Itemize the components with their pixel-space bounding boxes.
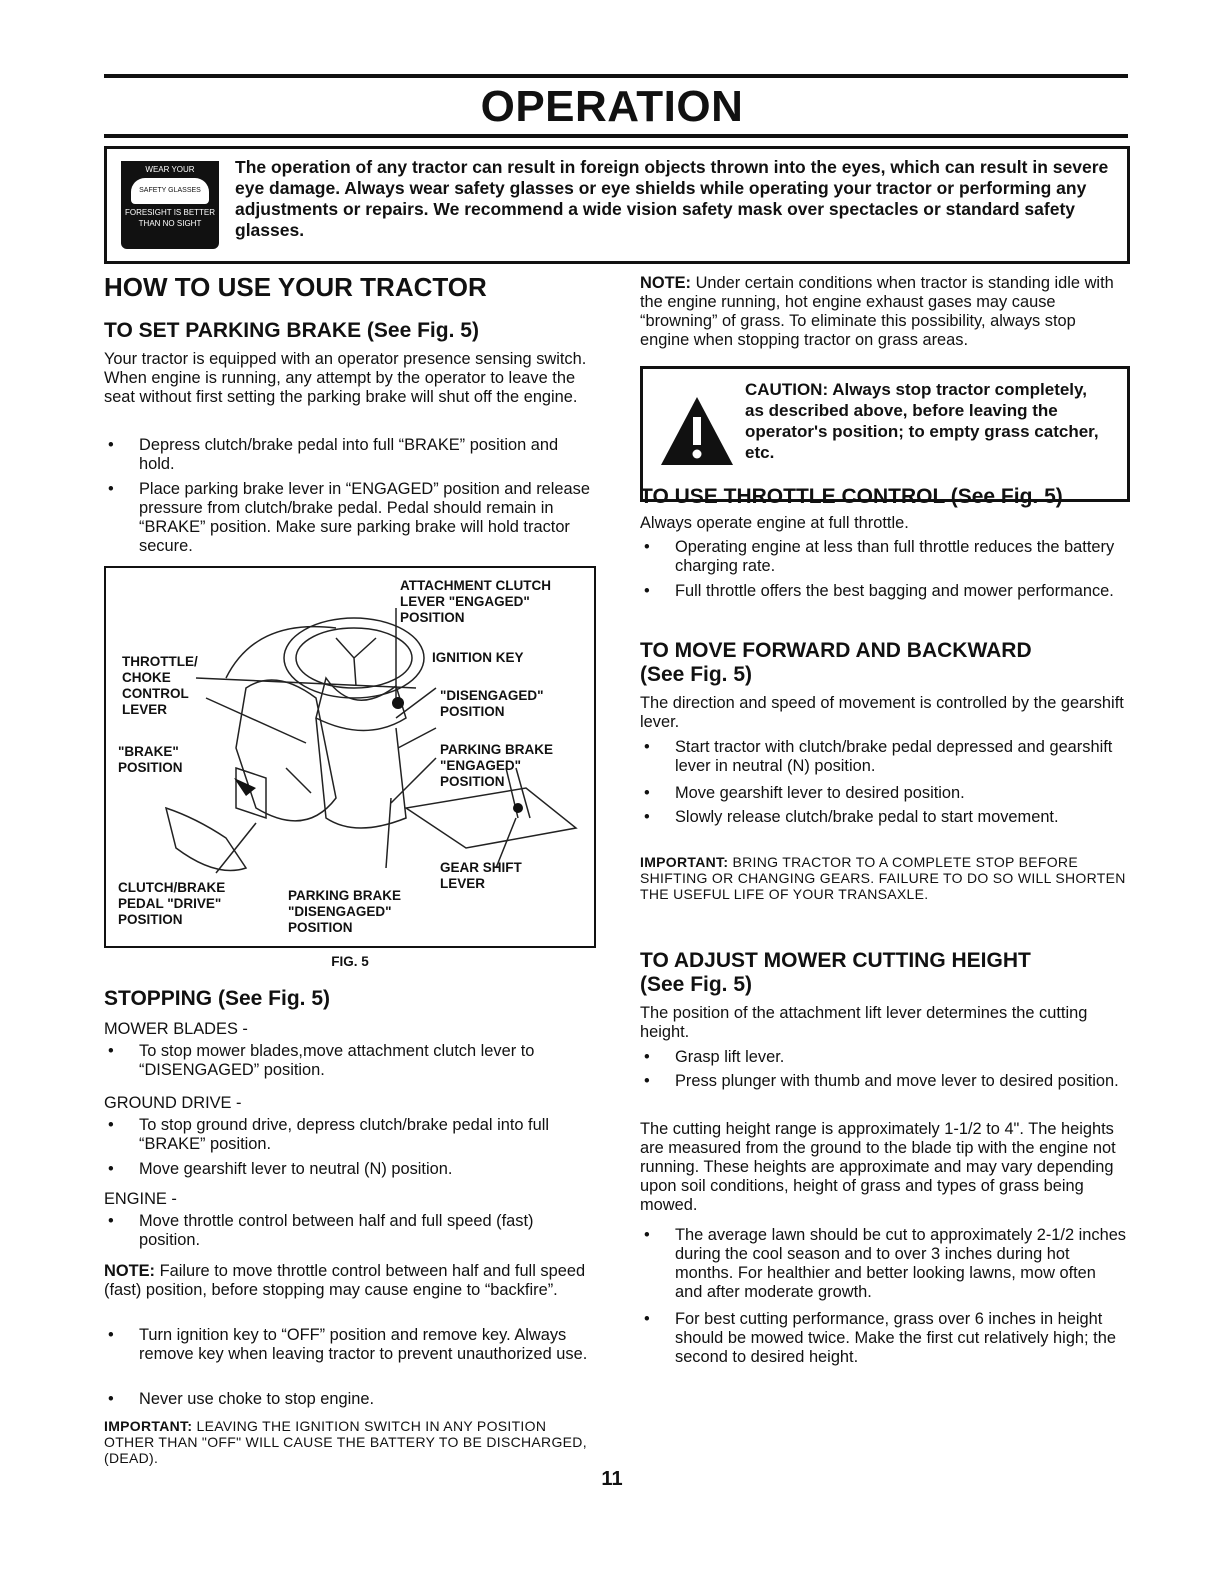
label-parking-engaged: PARKING BRAKE "ENGAGED" POSITION: [440, 742, 554, 789]
label-disengaged: "DISENGAGED" POSITION: [440, 688, 544, 719]
label-attachment-clutch: ATTACHMENT CLUTCH LEVER "ENGAGED" POSITION: [400, 578, 551, 625]
move-bullet: • Start tractor with clutch/brake pedal depressed and gearshift lever in neutral (N) position.: [640, 738, 1126, 776]
icon-bottom-text-2: THAN NO SIGHT: [138, 219, 202, 228]
move-heading-2: (See Fig. 5): [640, 663, 753, 686]
stopping-bullet: • Never use choke to stop engine.: [104, 1390, 590, 1409]
note-text: Failure to move throttle control between half and full speed (fast) position, before stopping may cause engine to “backfire”.: [104, 1262, 586, 1299]
stopping-heading: STOPPING (See Fig. 5): [104, 987, 330, 1010]
adjust-bullet: • Grasp lift lever.: [640, 1048, 1126, 1067]
warning-triangle-icon: [657, 391, 737, 471]
adjust-bullet: • Press plunger with thumb and move lever to desired position.: [640, 1072, 1126, 1091]
browning-note: [640, 274, 1126, 350]
ground-drive-label: GROUND DRIVE -: [104, 1094, 242, 1112]
adjust-paragraph: The cutting height range is approximately 1-1/2 to 4". The heights are measured from the ground to the blade tip with the engine not running. These heights are approximate and may vary depending upon soil conditions, height of grass and types of grass being mowed.: [640, 1120, 1116, 1214]
mower-blades-label: MOWER BLADES -: [104, 1020, 248, 1038]
throttle-heading: TO USE THROTTLE CONTROL (See Fig. 5): [640, 485, 1063, 508]
note-text: Under certain conditions when tractor is standing idle with the engine running, hot engine exhaust gases may cause “browning” of grass. To eliminate this possibility, always stop engine when stopping tractor on grass areas.: [640, 274, 1114, 349]
adjust-bullet: • For best cutting performance, grass over 6 inches in height should be mowed twice. Make the first cut relatively high; the second to desired height.: [640, 1310, 1126, 1367]
note-label: NOTE:: [640, 274, 691, 292]
top-rule: [104, 74, 1128, 78]
engine-label: ENGINE -: [104, 1190, 177, 1208]
page-number: 11: [601, 1468, 623, 1490]
parking-brake-heading: TO SET PARKING BRAKE (See Fig. 5): [104, 319, 479, 342]
icon-mid-text: SAFETY GLASSES: [131, 178, 209, 204]
important-label: IMPORTANT:: [104, 1418, 193, 1434]
stopping-bullet: • To stop ground drive, depress clutch/brake pedal into full “BRAKE” position.: [104, 1116, 590, 1154]
move-bullet: • Slowly release clutch/brake pedal to start movement.: [640, 808, 1126, 827]
label-throttle-choke: THROTTLE/ CHOKE CONTROL LEVER: [122, 654, 198, 717]
throttle-bullet: • Operating engine at less than full throttle reduces the battery charging rate.: [640, 538, 1126, 576]
throttle-intro: Always operate engine at full throttle.: [640, 514, 909, 532]
label-brake-position: "BRAKE" POSITION: [118, 744, 183, 775]
figure-caption: FIG. 5: [331, 954, 369, 969]
adjust-intro: The position of the attachment lift lever determines the cutting height.: [640, 1004, 1088, 1041]
move-important: [640, 854, 1126, 902]
page-title: OPERATION: [480, 82, 744, 131]
label-parking-disengaged: PARKING BRAKE "DISENGAGED" POSITION: [288, 888, 402, 935]
stopping-bullet: • Move throttle control between half and full speed (fast) position.: [104, 1212, 590, 1250]
stopping-bullet: • To stop mower blades,move attachment clutch lever to “DISENGAGED” position.: [104, 1042, 590, 1080]
important-label: IMPORTANT:: [640, 854, 729, 870]
label-ignition-key: IGNITION KEY: [432, 650, 524, 665]
title-rule: [104, 134, 1128, 138]
parking-intro: Your tractor is equipped with an operator presence sensing switch. When engine is running, any attempt by the operator to leave the seat without first setting the parking brake will shut off the engine.: [104, 350, 587, 406]
parking-bullet: • Place parking brake lever in “ENGAGED” position and release pressure from clutch/brake pedal. Pedal should remain in “BRAKE” position. Make sure parking brake will hold tractor secure.: [104, 480, 590, 556]
move-heading: TO MOVE FORWARD AND BACKWARD: [640, 639, 1032, 662]
important-text: LEAVING THE IGNITION SWITCH IN ANY POSITION OTHER THAN "OFF" WILL CAUSE THE BATTERY TO BE DISCHARGED, (DEAD).: [104, 1418, 587, 1466]
safety-warning-text: The operation of any tractor can result in foreign objects thrown into the eyes, which can result in severe eye damage. Always wear safety glasses or eye shields while operating your tractor or performing any adjustments or repairs. We recommend a wide vision safety mask over spectacles or standard safety glasses.: [235, 157, 1109, 240]
note-label: NOTE:: [104, 1262, 155, 1280]
icon-bottom-text: FORESIGHT IS BETTER: [124, 208, 216, 217]
throttle-bullet: • Full throttle offers the best bagging and mower performance.: [640, 582, 1126, 601]
icon-top-text: WEAR YOUR: [121, 161, 219, 175]
stopping-bullet: • Turn ignition key to “OFF” position and remove key. Always remove key when leaving tractor to prevent unauthorized use.: [104, 1326, 590, 1364]
section-heading: HOW TO USE YOUR TRACTOR: [104, 272, 487, 302]
stopping-bullet: • Move gearshift lever to neutral (N) position.: [104, 1160, 590, 1179]
stopping-note: [104, 1262, 590, 1300]
safety-glasses-icon: [121, 161, 219, 249]
caution-text: CAUTION: Always stop tractor completely, as described above, before leaving the operator's position; to empty grass catcher, etc.: [745, 380, 1099, 462]
parking-bullet: • Depress clutch/brake pedal into full “BRAKE” position and hold.: [104, 436, 590, 474]
caution-box: [640, 366, 1130, 502]
stopping-important: [104, 1418, 590, 1466]
label-gear-shift: GEAR SHIFT LEVER: [440, 860, 522, 891]
ignition-key-knob: [392, 697, 404, 709]
safety-warning-box: [104, 146, 1130, 264]
move-bullet: • Move gearshift lever to desired position.: [640, 784, 1126, 803]
label-clutch-drive: CLUTCH/BRAKE PEDAL "DRIVE" POSITION: [118, 880, 226, 927]
figure-5: [104, 566, 596, 948]
important-text: BRING TRACTOR TO A COMPLETE STOP BEFORE SHIFTING OR CHANGING GEARS. FAILURE TO DO SO WILL SHORTEN THE USEFUL LIFE OF YOUR TRANSAXLE.: [640, 854, 1126, 902]
gear-shift-knob: [513, 803, 523, 813]
adjust-bullet: • The average lawn should be cut to approximately 2-1/2 inches during the cool season and to over 3 inches during hot months. For healthier and better looking lawns, mow often and after moderate growth.: [640, 1226, 1126, 1302]
adjust-heading-2: (See Fig. 5): [640, 973, 753, 996]
move-intro: The direction and speed of movement is controlled by the gearshift lever.: [640, 694, 1124, 731]
adjust-heading: TO ADJUST MOWER CUTTING HEIGHT: [640, 949, 1031, 972]
